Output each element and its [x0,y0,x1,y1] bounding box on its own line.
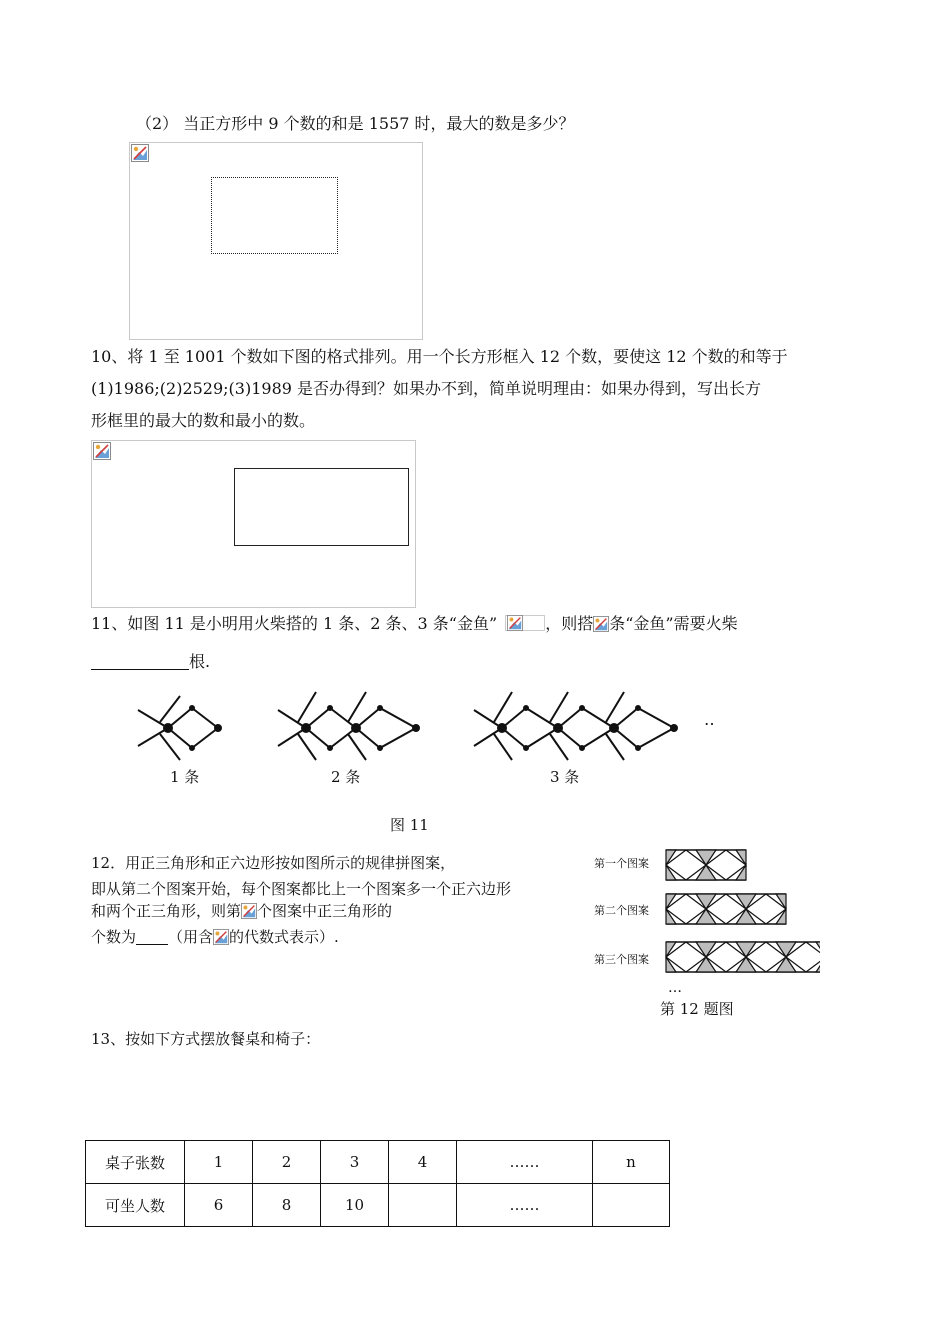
goldfish-1 [138,696,221,760]
triangle-down [736,850,746,865]
triangle-down [696,850,716,865]
q10-figure [91,440,416,608]
triangle-up [666,909,676,924]
table-cell: 6 [185,1184,253,1227]
table-cell: 1 [185,1141,253,1184]
broken-image-icon [213,929,229,945]
q12-line4b: （用含 [168,928,214,946]
q12-line2: 即从第二个图案开始，每个图案都比上一个图案多一个正六边形 [91,880,512,898]
triangle-up [696,865,716,880]
answer-blank [91,653,189,670]
triangle-up [736,909,756,924]
table-cell [593,1184,670,1227]
goldfish-ellipsis: ‥ [704,710,715,729]
q11-text-c: 条“金鱼”需要火柴 [609,614,738,633]
q12-line3b: 个图案中正三角形的 [257,902,393,920]
triangle-up [776,909,786,924]
triangle-up [776,957,796,972]
q12-line3 [91,898,392,924]
table-cell: 可坐人数 [86,1184,185,1227]
triangle-down [736,942,756,957]
broken-image-icon [131,144,149,162]
q13-title: 13、按如下方式摆放餐桌和椅子： [91,1030,321,1048]
q12-line3a: 和两个正三角形，则第 [91,902,242,920]
table-cell: 桌子张数 [86,1141,185,1184]
goldfish-2 [278,692,419,760]
goldfish-label-2: 2 条 [331,768,361,786]
q12-line1: 12．用正三角形和正六边形按如图所示的规律拼图案， [91,854,456,872]
triangle-up [666,957,676,972]
pattern-ellipsis: … [668,980,682,996]
triangle-up [696,957,716,972]
dotted-square-frame [211,177,338,254]
triangle-down [666,894,676,909]
triangle-down [736,894,756,909]
table-cell: 8 [253,1184,321,1227]
broken-image-icon [241,903,257,919]
q11-text-b: ，则搭 [545,614,594,633]
q9-part2-text: （2） 当正方形中 9 个数的和是 1557 时，最大的数是多少？ [136,114,575,133]
triangle-down [696,894,716,909]
table-row [86,1184,670,1227]
figure-12-caption: 第 12 题图 [660,1000,734,1018]
table-cell: …… [457,1184,593,1227]
q10-line3: 形框里的最大的数和最小的数。 [91,411,316,430]
pattern-label-1: 第一个图案 [594,857,649,870]
q11-text-d: 根. [189,652,211,671]
q12-line4c: 的代数式表示）. [229,928,339,946]
goldfish-figures [120,682,740,762]
table-cell: …… [457,1141,593,1184]
triangle-down [666,850,676,865]
q10-line1: 10、将 1 至 1001 个数如下图的格式排列。用一个长方形框入 12 个数，要使这 12 个数的和等于 [91,347,788,366]
triangle-down [776,942,796,957]
q12-line4a: 个数为 [91,928,137,946]
table-cell: 4 [389,1141,457,1184]
triangle-up [736,957,756,972]
table-cell: n [593,1141,670,1184]
pattern-2 [666,894,786,924]
goldfish-label-1: 1 条 [170,768,200,786]
table-row [86,1141,670,1184]
q13-table [85,1140,670,1227]
triangle-hexagon-patterns [660,846,820,978]
q9-figure [129,142,423,340]
broken-image-icon [593,616,609,632]
q11-line2 [91,646,210,678]
table-cell [389,1184,457,1227]
triangle-up [736,865,746,880]
rectangle-frame [234,468,409,546]
q11-text-a: 11、如图 11 是小明用火柴搭的 1 条、2 条、3 条“金鱼” [91,614,498,633]
goldfish-label-3: 3 条 [550,768,580,786]
q11-line1 [91,608,738,640]
q10-line2: (1)1986;(2)2529;(3)1989 是否办得到？如果办不到，简单说明理由：如果办得到，写出长方 [91,379,762,398]
triangle-up [666,865,676,880]
table-cell: 3 [321,1141,389,1184]
q12-line4 [91,924,339,950]
table-cell: 10 [321,1184,389,1227]
answer-blank [136,930,168,945]
pattern-label-3: 第三个图案 [594,953,649,966]
triangle-down [666,942,676,957]
pattern-label-2: 第二个图案 [594,904,649,917]
broken-image-icon [507,615,523,631]
table-cell: 2 [253,1141,321,1184]
inline-image-placeholder [505,615,545,631]
pattern-3 [666,942,820,972]
triangle-up [696,909,716,924]
figure-11-caption: 图 11 [390,816,429,834]
broken-image-icon [93,442,111,460]
triangle-down [776,894,786,909]
pattern-1 [666,850,746,880]
goldfish-3 [474,692,677,760]
triangle-down [696,942,716,957]
